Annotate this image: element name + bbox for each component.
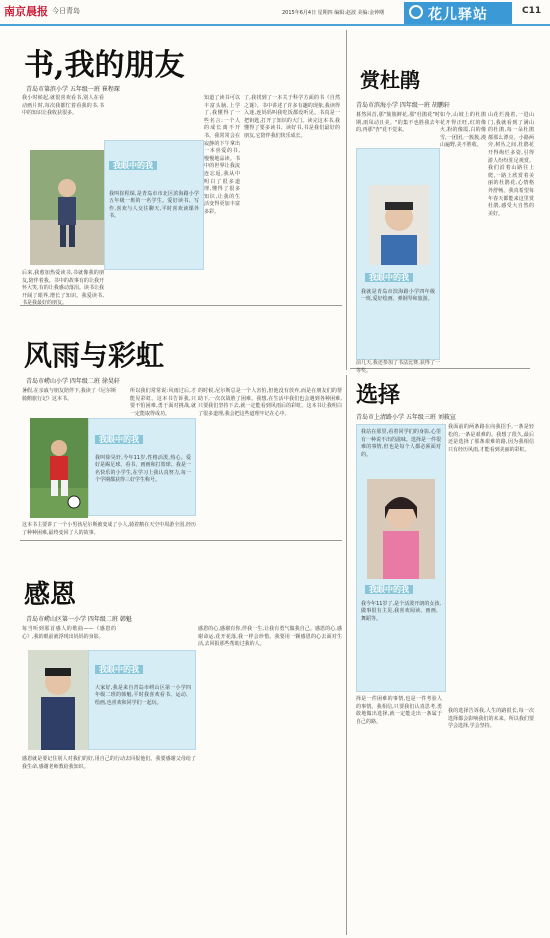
self-intro-label: 我眼中的我 — [365, 273, 413, 282]
article-text: 知道了读书可以丰富头脑,上学了,我懂得了一些名言:一个人的成长离不开书。我常常会在寂静的下午拿出一本喜爱的书,慢慢地品读。书中的世界让我流连忘返,我从中明白了很多道理,懂得了很多知识,让我的生活变得更加丰富多彩。 — [204, 95, 240, 215]
self-intro-text: 我叫崔程琛,是青岛市市北区滨海路小学五年级一班的一名学生。爱好读书、写作,喜欢与人交往聊天,平时喜欢读课外书。 — [109, 191, 199, 220]
article-byline: 青岛市滨海小学 四年级一班 胡鹏轩 — [356, 102, 450, 109]
student-photo — [369, 185, 429, 265]
article-text: 了,我找到了一本关于科学方面的书《自然之谜》。书中讲述了许多有趣的现象,我读得入迷,连妈妈叫我吃饭都没听见。书真是一把钥匙,打开了知识的大门。读完这本书,我懂得了要多读书、读好书,书是我们最好的朋友,它陪伴我们快乐成长。 — [244, 95, 340, 139]
self-intro-card — [88, 650, 196, 750]
article-divider — [20, 540, 342, 541]
article-text: 所以我们常常说:风雨过后,才能见彩虹。这本书告诉我,只要不怕困难,勇于面对挑战,就一定能取得成功。 — [130, 388, 196, 417]
article-byline: 青岛市上清路小学 五年级三班 刘筱宣 — [356, 414, 456, 421]
page-header — [0, 0, 550, 26]
self-intro-card — [356, 148, 440, 360]
self-intro-label: 我眼中的我 — [95, 435, 143, 444]
article-text: 前几天,我还参加了书法比赛,获得了一等奖。 — [356, 360, 440, 374]
article-text: 如今,山坡上的杜鹃花开得正旺,红的像火,粉的像霞,白的像雪,一团团,一簇簇,漫山遍野,美不胜收。 — [440, 112, 486, 149]
article-text: 我面前的两条路在向我招手,一条是轻松的,一条是艰难的。我想了很久,最后还是选择了那条艰难的路,因为我相信只有经历风雨,才能看到美丽的彩虹。 — [448, 424, 534, 453]
article-text: 的时候,尼尔斯总是一个人害怕,但他没有放弃,而是在朋友们的帮助下,一次次战胜了困难。我想,在生活中我们也会遇到各种困难,只要我们坚持下去,就一定能看到风雨后的彩虹。这本书让我明白了很多道理,我会把这些道理牢记在心中。 — [198, 388, 342, 417]
article-text: 感恩就是要记住别人对我们的好,用自己的行动去回报他们。我要感谢父母给了我生命,感谢老师教给我知识。 — [22, 756, 196, 770]
section-name: 今日青岛 — [52, 7, 80, 15]
article-text: 择是一件困难的事情,也是一件考验人的事情。我相信,只要我们认真思考,勇敢地做出选择,就一定能走出一条属于自己的路。 — [356, 696, 442, 725]
student-photo — [30, 418, 88, 518]
article-text: 每当听到那首感人的歌曲——《感恩的心》,我的眼前就浮现出妈妈的身影。 — [22, 626, 116, 640]
self-intro-label: 我眼中的我 — [95, 665, 143, 674]
column-divider — [346, 375, 347, 935]
page-number: C11 — [522, 6, 542, 16]
self-intro-text: 大家好,我是来自青岛市崂山区第一小学四年级二班的韩魁,平时我喜欢看书、运动、绘画,也喜欢和同学们一起玩。 — [95, 685, 191, 706]
article-byline: 青岛市崂山区第一小学 四年级二班 韩魁 — [26, 616, 132, 623]
column-brand — [404, 2, 512, 24]
article-text: 山花烂漫着,一进山门,我就看到了满山的杜鹃,每一朵杜鹃都那么漂亮。小路两旁,树丛之间,杜鹃花开得绚烂多姿,引得游人纷纷驻足观赏。我们沿着山路往上爬,一路上欣赏着美丽的杜鹃花,心情格外舒畅。我真希望每年春天都能来这里赏杜鹃,感受大自然的美好。 — [488, 112, 534, 217]
article-title: 风雨与彩虹 — [24, 339, 165, 372]
article-text: 暮然回首,那"簇簇鲜花,那"杜鹃花"时期,雨凤动且美。"的集不也胜我去年的,再那"杏"花不觉来。 — [356, 112, 440, 134]
article-title: 感恩 — [24, 580, 77, 610]
article-text: 后来,我愈加热爱读书,书就像我的朋友,陪伴着我。书中的故事有的让我开怀大笑,有的让我感动落泪。读书让我开阔了眼界,增长了知识。我爱读书,书是我最好的朋友。 — [22, 270, 104, 307]
issue-meta: 2015年6月4日 星期四 编辑:赵波 美编:金钟曙 — [282, 10, 385, 16]
column-divider — [346, 30, 347, 370]
article-text: 我站在那里,看着同学们的身影,心里有一种说不出的滋味。选择是一件很难的事情,但也是每个人都必须面对的。 — [361, 429, 442, 458]
article-text: 我的选择告诉我,人生的路很长,每一次选择都会影响我们的未来。所以我们要学会选择,学会坚持。 — [448, 708, 534, 730]
self-intro-text: 我今年11岁了,是个活泼开朗的女孩,做事很有主见,我喜欢阅读、画画、舞蹈等。 — [361, 601, 441, 622]
article-byline: 青岛市崂山小学 四年级二班 徐昊轩 — [26, 378, 120, 385]
column-brand-title: 花儿驿站 — [428, 7, 488, 23]
self-intro-label: 我眼中的我 — [365, 585, 413, 594]
article-text: 这本书主要讲了一个小男孩尼尔斯被变成了小人,骑着鹅在天空中周游全国,经历了种种困难,最终变回了人的故事。 — [22, 522, 196, 536]
article-text: 我小时候起,就很喜欢看书,别人在看动画片时,每次我都忙着看我的书,书中的知识让我收获很多。 — [22, 95, 104, 117]
article-title: 书,我的朋友 — [24, 48, 185, 83]
flower-icon — [409, 5, 423, 19]
article-byline: 青岛市第滨小学 五年级一班 崔程琛 — [26, 86, 120, 93]
self-intro-text: 我就是青岛市滨海路小学四年级一班,爱好绘画、弹钢琴和旅游。 — [361, 289, 435, 303]
self-intro-card — [104, 140, 204, 270]
self-intro-card — [88, 418, 196, 516]
article-divider — [20, 305, 342, 306]
self-intro-card — [356, 424, 446, 692]
student-photo — [30, 150, 104, 265]
student-photo — [28, 650, 88, 750]
article-title: 选择 — [356, 382, 401, 408]
article-text: 暑假,在亲戚与朋友陪伴下,我读了《尼尔斯骑鹅旅行记》这本书。 — [22, 388, 116, 402]
article-title: 赏杜鹃 — [360, 68, 420, 92]
newspaper-logo: 南京晨报 — [4, 5, 48, 18]
self-intro-label: 我眼中的我 — [109, 161, 157, 170]
article-text: 感恩的心,感谢有你,伴我一生,让我有勇气做我自己。感恩的心,感谢命运,花开花落,我一样会珍惜。我要用一颗感恩的心去面对生活,去回报那些帮助过我的人。 — [198, 626, 342, 648]
self-intro-text: 我叫徐昊轩,今年11岁,性格活泼,热心。爱好是踢足球、看书、画画和打篮球。我是一名快乐的小学生,在学习上我认真努力,每一个学期都获得三好学生称号。 — [95, 455, 191, 484]
student-photo — [367, 479, 435, 579]
